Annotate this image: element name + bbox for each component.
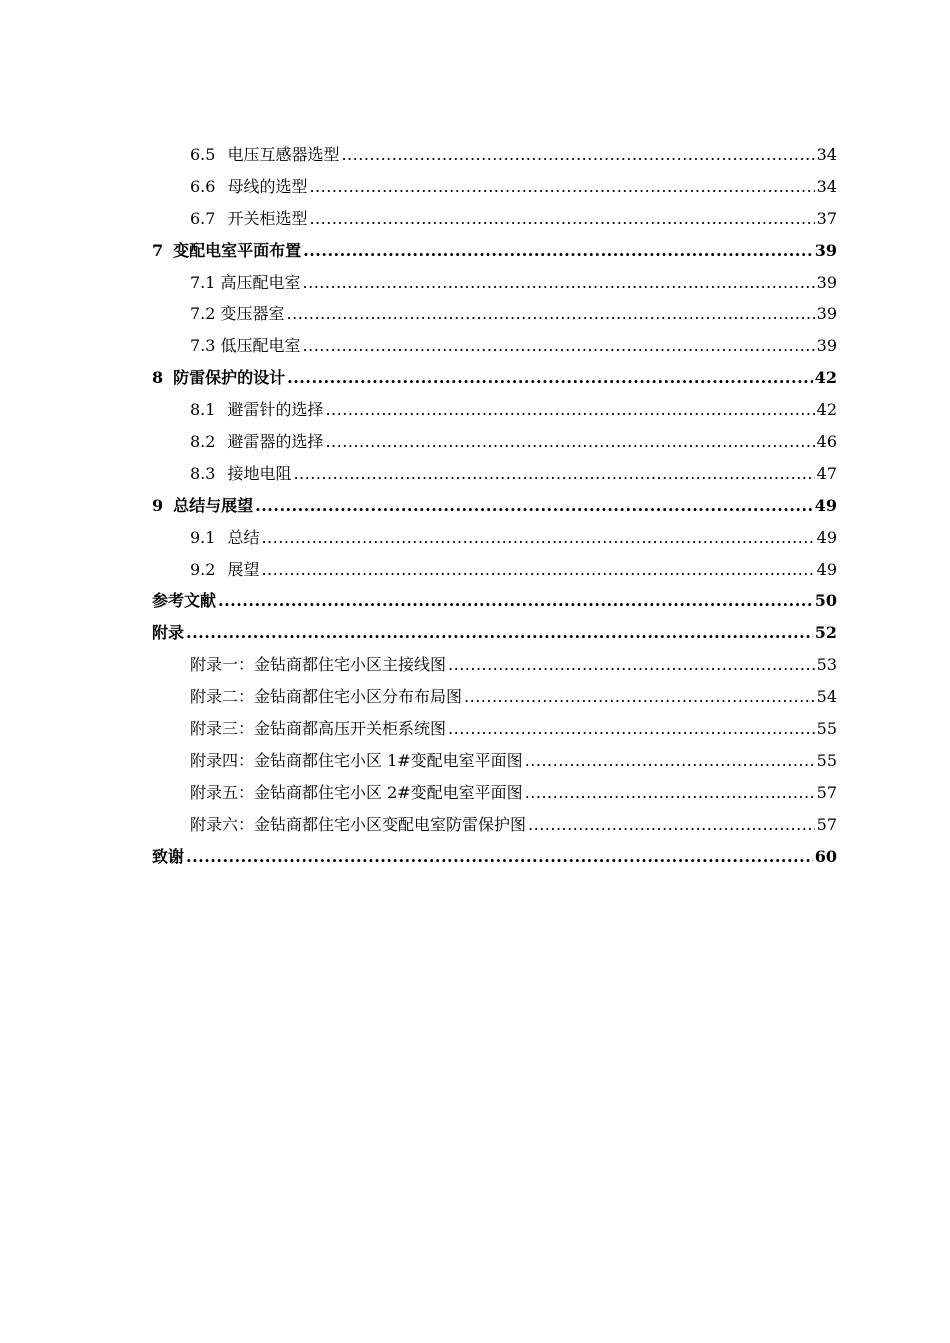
toc-entry-title: 总结 bbox=[227, 527, 260, 547]
toc-entry-page-number: 42 bbox=[814, 368, 837, 388]
toc-entry-label bbox=[190, 713, 446, 745]
toc-entry-page-number: 54 bbox=[816, 687, 837, 707]
toc-entry-title: 避雷器的选择 bbox=[227, 432, 324, 452]
toc-entry-label bbox=[190, 394, 323, 426]
toc-entry-number: 9 bbox=[152, 495, 164, 515]
toc-entry-page-number: 49 bbox=[814, 495, 837, 515]
toc-entry-label bbox=[190, 777, 523, 809]
toc-entry-label bbox=[152, 235, 301, 267]
dot-leader bbox=[287, 362, 813, 394]
toc-entry-title: 7.3 低压配电室 bbox=[190, 336, 301, 356]
toc-entry-title: 致谢 bbox=[152, 846, 185, 866]
toc-entry-label bbox=[190, 298, 285, 330]
toc-entry[interactable] bbox=[152, 745, 837, 777]
toc-entry-label bbox=[190, 649, 446, 681]
toc-entry-page-number: 57 bbox=[816, 814, 837, 834]
dot-leader bbox=[218, 585, 813, 617]
toc-entry-number: 6.5 bbox=[190, 145, 216, 164]
dot-leader bbox=[255, 490, 813, 522]
toc-entry-label bbox=[152, 617, 184, 649]
toc-entry-label bbox=[190, 171, 307, 203]
toc-entry-label bbox=[190, 745, 523, 777]
toc-entry-number: 9.2 bbox=[190, 559, 216, 579]
toc-entry[interactable] bbox=[152, 203, 837, 235]
dot-leader bbox=[186, 617, 813, 649]
toc-entry-label bbox=[152, 585, 216, 617]
dot-leader bbox=[325, 426, 814, 458]
toc-entry-title: 7.2 变压器室 bbox=[190, 304, 285, 324]
toc-entry-number: 7 bbox=[152, 240, 164, 260]
toc-entry-label bbox=[190, 554, 259, 586]
toc-entry-page-number: 46 bbox=[816, 432, 837, 452]
dot-leader bbox=[528, 809, 815, 841]
toc-entry-title: 避雷针的选择 bbox=[227, 400, 324, 420]
toc-entry[interactable] bbox=[152, 585, 837, 617]
toc-entry[interactable] bbox=[152, 139, 837, 171]
dot-leader bbox=[325, 394, 814, 426]
toc-entry-label bbox=[190, 267, 301, 299]
toc-entry[interactable] bbox=[152, 490, 837, 522]
toc-entry-label bbox=[152, 490, 253, 522]
dot-leader bbox=[303, 267, 815, 299]
dot-leader bbox=[293, 458, 814, 490]
toc-entry-title: 附录六：金钻商都住宅小区变配电室防雷保护图 bbox=[190, 814, 527, 834]
toc-entry-page-number: 34 bbox=[816, 145, 837, 164]
toc-entry-label bbox=[152, 841, 184, 873]
toc-entry-title: 附录五：金钻商都住宅小区 2#变配电室平面图 bbox=[190, 782, 523, 802]
toc-entry-label bbox=[190, 426, 323, 458]
dot-leader bbox=[341, 139, 814, 171]
toc-entry-number: 6.7 bbox=[190, 208, 216, 228]
toc-entry-number: 6.6 bbox=[190, 176, 216, 196]
toc-entry[interactable] bbox=[152, 681, 837, 713]
toc-entry-label bbox=[190, 139, 339, 171]
toc-entry-number: 8 bbox=[152, 368, 164, 388]
dot-leader bbox=[261, 554, 814, 586]
toc-entry-page-number: 37 bbox=[816, 208, 837, 228]
toc-entry[interactable] bbox=[152, 298, 837, 330]
toc-entry[interactable] bbox=[152, 362, 837, 394]
toc-entry[interactable] bbox=[152, 777, 837, 809]
toc-entry-page-number: 34 bbox=[816, 176, 837, 196]
toc-entry-number: 9.1 bbox=[190, 527, 216, 547]
toc-entry-label bbox=[190, 458, 291, 490]
dot-leader bbox=[287, 298, 815, 330]
toc-entry-page-number: 42 bbox=[816, 400, 837, 420]
toc-entry-title: 展望 bbox=[227, 559, 260, 579]
toc-entry[interactable] bbox=[152, 713, 837, 745]
toc-entry-label bbox=[190, 681, 462, 713]
toc-entry[interactable] bbox=[152, 394, 837, 426]
toc-entry[interactable] bbox=[152, 809, 837, 841]
toc-entry-title: 电压互感器选型 bbox=[227, 145, 340, 164]
toc-entry-title: 变配电室平面布置 bbox=[173, 240, 302, 260]
toc-entry[interactable] bbox=[152, 522, 837, 554]
toc-entry[interactable] bbox=[152, 554, 837, 586]
toc-entry-page-number: 39 bbox=[816, 272, 837, 292]
dot-leader bbox=[448, 649, 815, 681]
dot-leader bbox=[525, 777, 815, 809]
toc-entry-page-number: 52 bbox=[814, 623, 837, 643]
toc-entry-page-number: 55 bbox=[816, 750, 837, 770]
toc-entry-number: 8.1 bbox=[190, 400, 216, 420]
toc-entry-page-number: 49 bbox=[816, 527, 837, 547]
toc-entry-label bbox=[190, 330, 301, 362]
toc-entry-page-number: 50 bbox=[814, 591, 837, 611]
toc-entry[interactable] bbox=[152, 330, 837, 362]
toc-entry-page-number: 47 bbox=[816, 463, 837, 483]
dot-leader bbox=[303, 235, 813, 267]
toc-entry-title: 附录 bbox=[152, 623, 185, 643]
toc-entry-label bbox=[190, 522, 259, 554]
dot-leader bbox=[525, 745, 815, 777]
dot-leader bbox=[186, 841, 813, 873]
toc-entry-title: 附录一：金钻商都住宅小区主接线图 bbox=[190, 655, 447, 675]
toc-entry-page-number: 39 bbox=[814, 240, 837, 260]
toc-entry-title: 开关柜选型 bbox=[227, 208, 308, 228]
toc-entry-title: 参考文献 bbox=[152, 591, 217, 611]
toc-entry-number: 8.2 bbox=[190, 432, 216, 452]
table-of-contents bbox=[152, 139, 837, 872]
toc-entry-title: 母线的选型 bbox=[227, 176, 308, 196]
toc-entry-title: 附录三：金钻商都高压开关柜系统图 bbox=[190, 719, 447, 739]
toc-entry-title: 总结与展望 bbox=[173, 495, 254, 515]
toc-entry-page-number: 57 bbox=[816, 782, 837, 802]
toc-entry-label bbox=[152, 362, 285, 394]
toc-entry-title: 接地电阻 bbox=[227, 463, 292, 483]
toc-entry[interactable] bbox=[152, 617, 837, 649]
dot-leader bbox=[309, 171, 814, 203]
toc-entry-page-number: 53 bbox=[816, 655, 837, 675]
toc-entry-title: 防雷保护的设计 bbox=[173, 368, 286, 388]
toc-entry[interactable] bbox=[152, 841, 837, 873]
toc-entry[interactable] bbox=[152, 458, 837, 490]
toc-entry[interactable] bbox=[152, 171, 837, 203]
toc-entry-title: 7.1 高压配电室 bbox=[190, 272, 301, 292]
dot-leader bbox=[309, 203, 814, 235]
toc-entry[interactable] bbox=[152, 235, 837, 267]
toc-entry[interactable] bbox=[152, 426, 837, 458]
toc-entry-page-number: 49 bbox=[816, 559, 837, 579]
dot-leader bbox=[448, 713, 815, 745]
toc-entry-page-number: 60 bbox=[814, 846, 837, 866]
toc-entry[interactable] bbox=[152, 267, 837, 299]
toc-entry-number: 8.3 bbox=[190, 463, 216, 483]
toc-entry-title: 附录四：金钻商都住宅小区 1#变配电室平面图 bbox=[190, 750, 523, 770]
dot-leader bbox=[303, 330, 815, 362]
toc-entry-page-number: 39 bbox=[816, 304, 837, 324]
toc-entry-title: 附录二：金钻商都住宅小区分布布局图 bbox=[190, 687, 463, 707]
toc-entry[interactable] bbox=[152, 649, 837, 681]
toc-entry-label bbox=[190, 809, 526, 841]
dot-leader bbox=[261, 522, 814, 554]
dot-leader bbox=[464, 681, 815, 713]
toc-entry-label bbox=[190, 203, 307, 235]
toc-entry-page-number: 39 bbox=[816, 336, 837, 356]
toc-entry-page-number: 55 bbox=[816, 719, 837, 739]
